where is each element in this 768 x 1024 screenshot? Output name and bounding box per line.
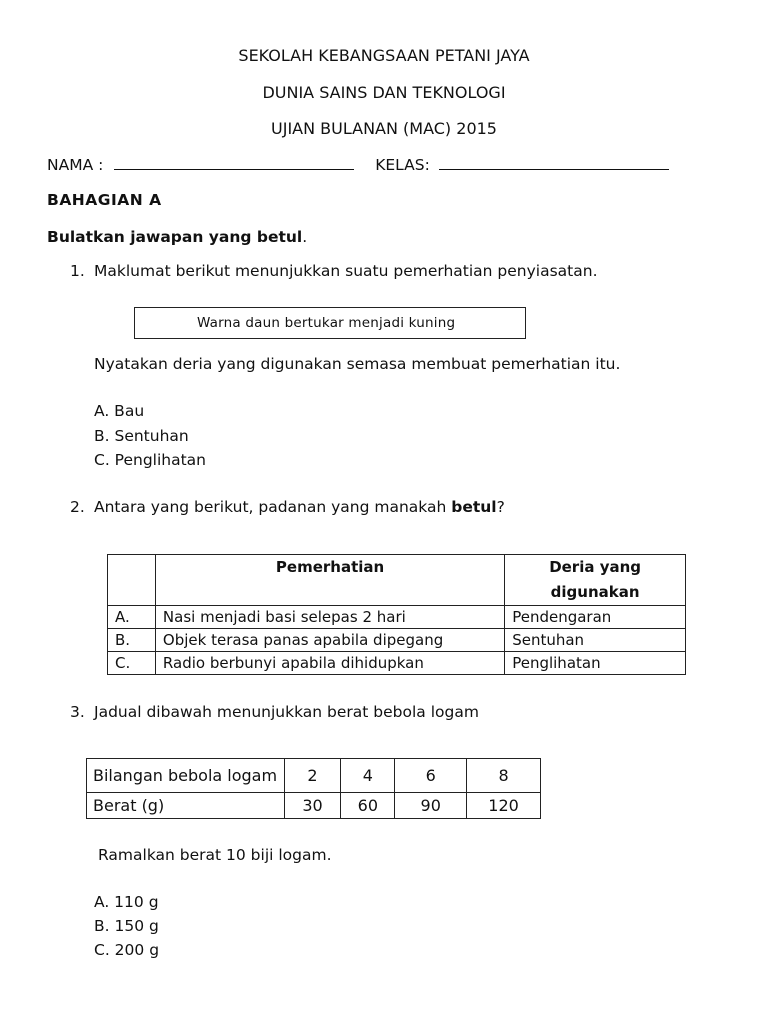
q2-text <box>94 498 505 516</box>
name-label: NAMA : <box>47 156 104 174</box>
q1-option-c[interactable]: C. Penglihatan <box>94 451 207 469</box>
q2-number: 2. <box>70 498 85 516</box>
table-row[interactable] <box>108 629 686 652</box>
q3-row2-val2: 60 <box>341 793 395 819</box>
q3-row2-label: Berat (g) <box>87 793 285 819</box>
q2-row-a-label: A. <box>108 606 156 629</box>
section-title: BAHAGIAN A <box>47 191 162 209</box>
q2-header-observation: Pemerhatian <box>155 555 504 606</box>
q2-row-a-observation: Nasi menjadi basi selepas 2 hari <box>155 606 504 629</box>
q2-row-b-label: B. <box>108 629 156 652</box>
q2-table-header <box>108 555 686 606</box>
q1-prompt: Nyatakan deria yang digunakan semasa membuat pemerhatian itu. <box>94 355 621 373</box>
table-row <box>87 793 541 819</box>
student-info-line <box>47 155 737 174</box>
name-blank[interactable] <box>114 155 354 170</box>
q3-row1-val2: 4 <box>341 759 395 793</box>
school-name: SEKOLAH KEBANGSAAN PETANI JAYA <box>238 46 530 65</box>
q3-text: Jadual dibawah menunjukkan berat bebola logam <box>94 703 479 721</box>
q3-option-c[interactable]: C. 200 g <box>94 941 160 959</box>
q2-table <box>107 554 686 675</box>
observation-text: Warna daun bertukar menjadi kuning <box>197 315 456 331</box>
table-row[interactable] <box>108 606 686 629</box>
q3-prompt: Ramalkan berat 10 biji logam. <box>98 846 332 864</box>
q1-option-a[interactable]: A. Bau <box>94 402 145 420</box>
q3-number: 3. <box>70 703 85 721</box>
q2-row-c-sense: Penglihatan <box>505 652 686 675</box>
q3-row1-val3: 6 <box>395 759 467 793</box>
q2-header-sense-line2: digunakan <box>550 583 640 601</box>
subject-title: DUNIA SAINS DAN TEKNOLOGI <box>262 83 506 102</box>
q2-row-a-sense: Pendengaran <box>505 606 686 629</box>
exam-title: UJIAN BULANAN (MAC) 2015 <box>271 119 497 138</box>
q3-row1-val4: 8 <box>467 759 541 793</box>
q3-option-a[interactable]: A. 110 g <box>94 893 159 911</box>
q2-text-before: Antara yang berikut, padanan yang manakah <box>94 498 452 516</box>
q3-row1-label: Bilangan bebola logam <box>87 759 285 793</box>
q2-header-sense <box>505 555 686 606</box>
table-row <box>87 759 541 793</box>
instruction-bold: Bulatkan jawapan yang betul <box>47 228 303 246</box>
q3-table <box>86 758 541 819</box>
q2-row-c-label: C. <box>108 652 156 675</box>
observation-box <box>134 307 526 339</box>
table-row[interactable] <box>108 652 686 675</box>
q1-option-b[interactable]: B. Sentuhan <box>94 427 189 445</box>
class-label: KELAS: <box>375 156 430 174</box>
q3-row2-val4: 120 <box>467 793 541 819</box>
q3-row2-val1: 30 <box>284 793 341 819</box>
q1-text: Maklumat berikut menunjukkan suatu pemerhatian penyiasatan. <box>94 262 598 280</box>
q2-row-b-observation: Objek terasa panas apabila dipegang <box>155 629 504 652</box>
q3-row1-val1: 2 <box>284 759 341 793</box>
q3-option-b[interactable]: B. 150 g <box>94 917 159 935</box>
q2-text-after: ? <box>496 498 505 516</box>
instruction-end: . <box>302 228 308 246</box>
q2-row-c-observation: Radio berbunyi apabila dihidupkan <box>155 652 504 675</box>
q2-text-bold: betul <box>451 498 497 516</box>
q3-row2-val3: 90 <box>395 793 467 819</box>
instruction <box>47 228 307 246</box>
q2-header-blank <box>108 555 156 606</box>
q2-header-sense-line1: Deria yang <box>549 558 642 576</box>
q1-number: 1. <box>70 262 85 280</box>
class-blank[interactable] <box>439 155 669 170</box>
q2-row-b-sense: Sentuhan <box>505 629 686 652</box>
